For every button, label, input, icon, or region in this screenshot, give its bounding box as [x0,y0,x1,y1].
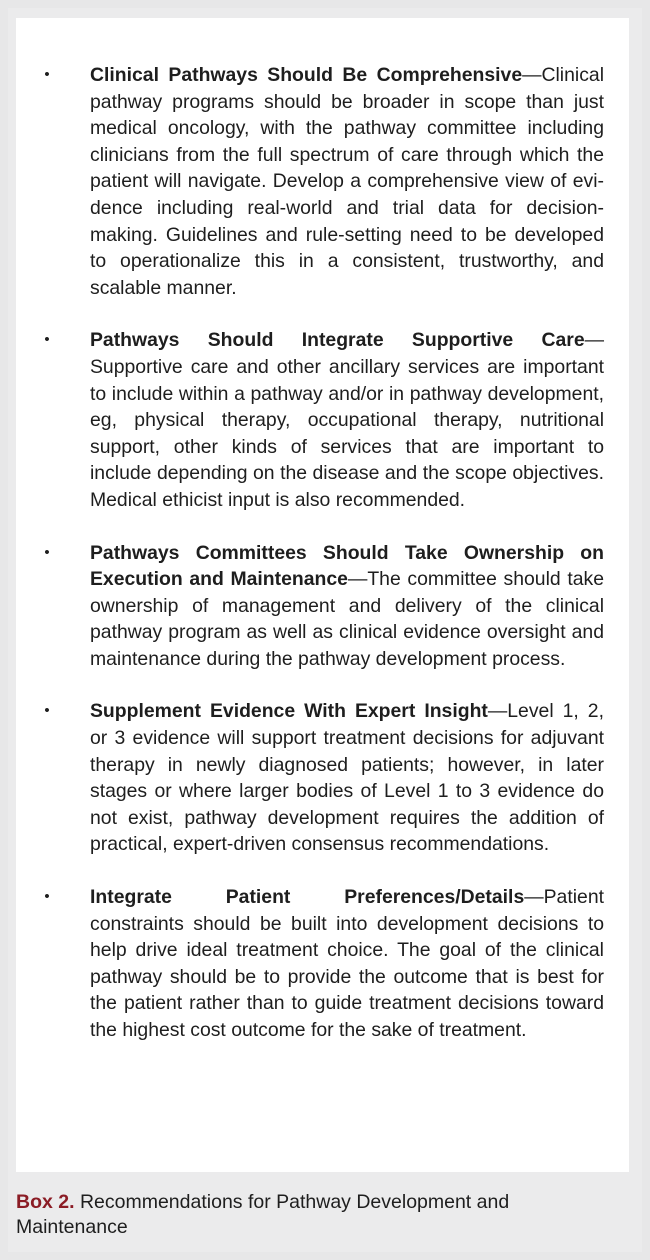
recommendation-item [16,327,629,513]
recommendation-text: Level 1, 2, or 3 evidence will support treatment decisions for adjuvant therapy in newly diagnosed patients; however, in later stages or where larger bodies of Level 1 to 3 evidence do not exist, pathway development requires the addition of practical, expert-driven consensus recommendations. [90,700,604,856]
box-panel [16,18,629,1172]
recommendation-text: Supportive care and other ancillary services are important to include within a pathway and/or in pathway development, eg, physical therapy, occupational therapy, nutritional support, other kinds of services that are important to include depending on the disease and the scope objectives. Medical ethicist input is also recommended. [90,355,604,511]
heading-separator: — [487,700,508,723]
bullet-icon: • [44,331,50,349]
recommendation-text: Patient constraints should be built into development decisions to help drive ideal treatment choice. The goal of the clinical pathway should be to provide the outcome that is best for the patient rather than to guide treatment decisions toward the highest cost outcome for the sake of treatment. [90,886,604,1041]
bullet-icon: • [44,66,50,83]
recommendation-heading: Integrate Patient Preferences/Details [90,886,525,909]
recommendation-item [16,62,629,301]
recommendation-text: Clinical pathway programs should be broader in scope than just medical oncology, with the pathway committee including clinicians from the full spectrum of care through which the patient will navigate. Develop a comprehensive view of evidence including real-world and trial data for decision-making. Guidelines and rule-setting need to be developed to operationalize this in a consistent, trustworthy, and scalable manner. [90,64,604,299]
recommendation-heading: Clinical Pathways Should Be Comprehensive [90,64,523,86]
recommendation-item [16,884,629,1044]
bullet-icon: • [44,543,50,561]
recommendation-heading: Pathways Should Integrate Supportive Care [90,329,585,352]
caption-text: Recommendations for Pathway Development and Maintenance [16,1191,510,1238]
heading-separator: — [347,568,368,591]
recommendation-list [16,62,629,1070]
bullet-icon: • [44,888,50,906]
heading-separator: — [584,329,604,352]
recommendation-item [16,540,629,673]
bullet-icon: • [44,702,50,720]
recommendation-item [16,698,629,858]
recommendation-text: The committee should take ownership of management and delivery of the clinical pathway program as well as clinical evidence oversight and maintenance during the pathway development process. [90,568,604,670]
heading-separator: — [524,886,544,909]
heading-separator: — [522,64,542,86]
caption-label: Box 2. [16,1191,75,1213]
recommendation-heading: Pathways Committees Should Take Ownership on Execution and Maintenance [90,541,604,591]
recommendation-heading: Supplement Evidence With Expert Insight [90,700,488,723]
box-caption [16,1190,576,1239]
